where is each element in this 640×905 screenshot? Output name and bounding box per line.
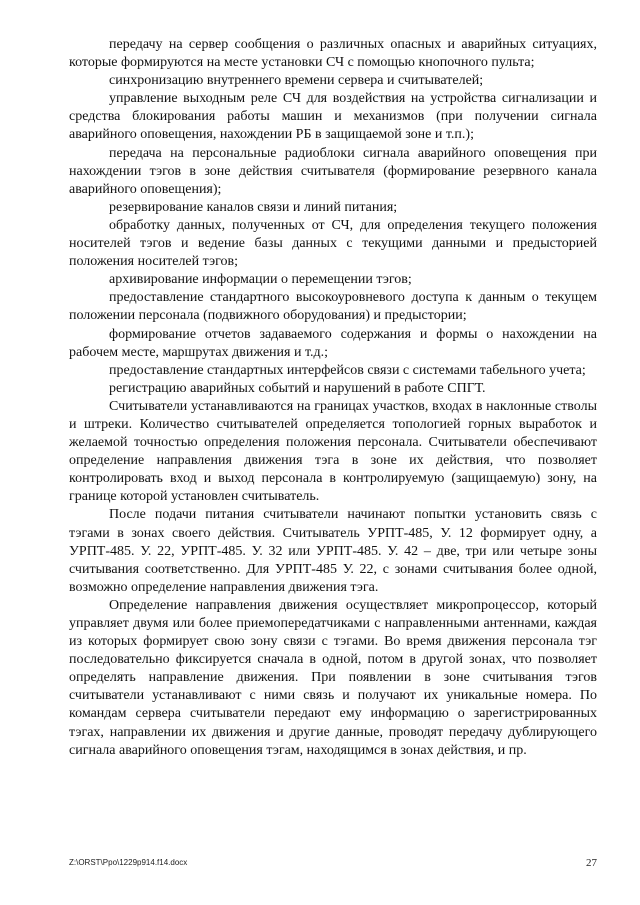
footer-file-path: Z:\ORST\Ppo\1229p914.f14.docx: [69, 858, 188, 867]
paragraph: передача на персональные радиоблоки сигнала аварийного оповещения при нахождении тэгов в зоне действия считывателя (формирование резервного канала аварийного оповещения);: [69, 145, 597, 197]
paragraph: управление выходным реле СЧ для воздействия на устройства сигнализации и средства блокирования работы машин и механизмов (при получении сигнала аварийного оповещения, нахождении РБ в защищаемой зоне и т.п.);: [69, 91, 597, 143]
paragraph: регистрацию аварийных событий и нарушений в работе СПГТ.: [109, 380, 486, 396]
paragraph: архивирование информации о перемещении тэгов;: [109, 272, 412, 288]
paragraph: предоставление стандартных интерфейсов связи с системами табельного учета;: [109, 362, 586, 378]
paragraph: После подачи питания считыватели начинают попытки установить связь с тэгами в зонах своего действия. Считыватель УРПТ-485, У. 12 формирует одну, а УРПТ-485. У. 22, УРПТ-485. У. 32 или УРПТ-485. У. 42 – две, три или четыре зоны считывания соответственно. Для УРПТ-485 У. 22, с зонами считывания более одной, возможно определение направления движения тэга.: [69, 507, 597, 595]
document-body: [69, 36, 597, 760]
paragraph: резервирование каналов связи и линий питания;: [109, 199, 398, 215]
paragraph: формирование отчетов задаваемого содержания и формы о нахождении на рабочем месте, маршрутах движения и т.д.;: [69, 326, 597, 360]
paragraph: Определение направления движения осуществляет микропроцессор, который управляет двумя или более приемопередатчиками с направленными антеннами, каждая из которых формирует свою зону связи с тэгами. Во время движения персонала тэг последовательно фиксируется сначала в одной, потом в другой зонах, что позволяет определять направление движения. При появлении в зоне считывания тэгов считыватели устанавливают с ними связь и получают их уникальные номера. По командам сервера считыватели передают ему информацию о зарегистрированных тэгах, направлении их движения и другие данные, проводят передачу дублирующего сигнала аварийного оповещения тэгам, находящимся в зонах действия, и пр.: [69, 597, 597, 758]
page-footer: [69, 856, 597, 870]
paragraph: синхронизацию внутреннего времени сервера и считывателей;: [109, 73, 484, 89]
paragraph: Считыватели устанавливаются на границах участков, входах в наклонные стволы и штреки. Количество считывателей определяется топологией горных выработок и желаемой точностью определения положения персонала. Считыватели обеспечивают определение направления движения тэга в зоне их действия, что позволяет контролировать вход и выход персонала в контролируемую (защищаемую) зону, на границе которой установлен считыватель.: [69, 398, 597, 505]
paragraph: передачу на сервер сообщения о различных опасных и аварийных ситуациях, которые формируются на месте установки СЧ с помощью кнопочного пульта;: [69, 37, 597, 71]
paragraph: предоставление стандартного высокоуровневого доступа к данным о текущем положении персонала (подвижного оборудования) и предыстории;: [69, 290, 597, 324]
paragraph: обработку данных, полученных от СЧ, для определения текущего положения носителей тэгов и ведение базы данных с текущими данными и предысторией положения носителей тэгов;: [69, 217, 597, 270]
page-number: 27: [586, 857, 597, 869]
